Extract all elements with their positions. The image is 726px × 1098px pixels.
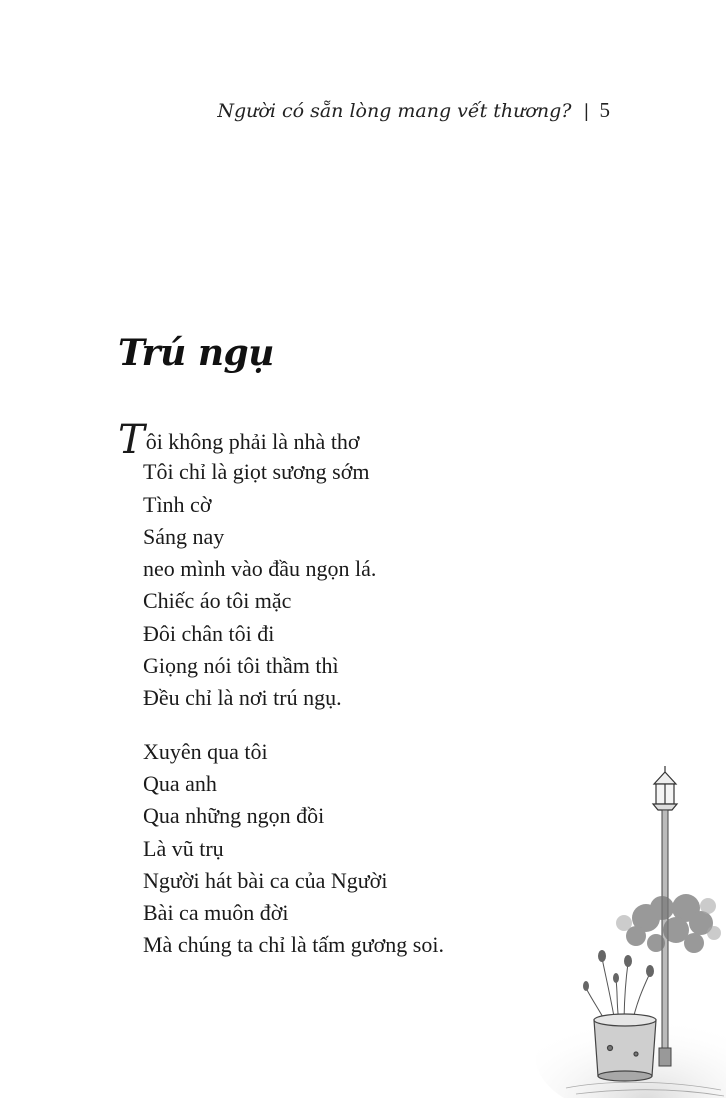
poem-line: Xuyên qua tôi [143,738,268,764]
stanza-1 [0,417,726,715]
poem-line: neo mình vào đầu ngọn lá. [143,556,377,582]
poem-line: Qua anh [143,770,217,796]
running-title: Người có sẵn lòng mang vết thương? [217,100,572,122]
page-number: 5 [599,98,610,122]
poem-title: Trú ngụ [118,332,274,374]
poem-line: Tình cờ [143,491,212,517]
running-header [217,98,610,123]
poem-line: Chiếc áo tôi mặc [143,588,292,614]
foliage-icon [626,894,713,953]
flower-pot-icon [594,1014,656,1081]
poem-line: Sáng nay [143,523,225,549]
poem-line: Qua những ngọn đồi [143,803,325,829]
poem-line: Người hát bài ca của Người [143,867,388,893]
lamp-head-icon [653,766,677,810]
poem-line: Giọng nói tôi thầm thì [143,653,339,679]
poem-line: Tôi chỉ là giọt sương sớm [143,459,370,485]
poem-line: Đôi chân tôi đi [143,620,275,646]
first-line-text: ôi không phải là nhà thơ [145,429,360,454]
poem-line: Mà chúng ta chỉ là tấm gương soi. [143,932,444,958]
poem-line: Là vũ trụ [143,835,224,861]
header-separator: | [583,101,590,122]
poem-line-1 [0,417,726,463]
poem-line: Đều chỉ là nơi trú ngụ. [143,685,342,711]
street-lamp-illustration-icon [536,758,726,1098]
drop-cap: T [118,417,145,463]
poem-line: Bài ca muôn đời [143,900,289,926]
